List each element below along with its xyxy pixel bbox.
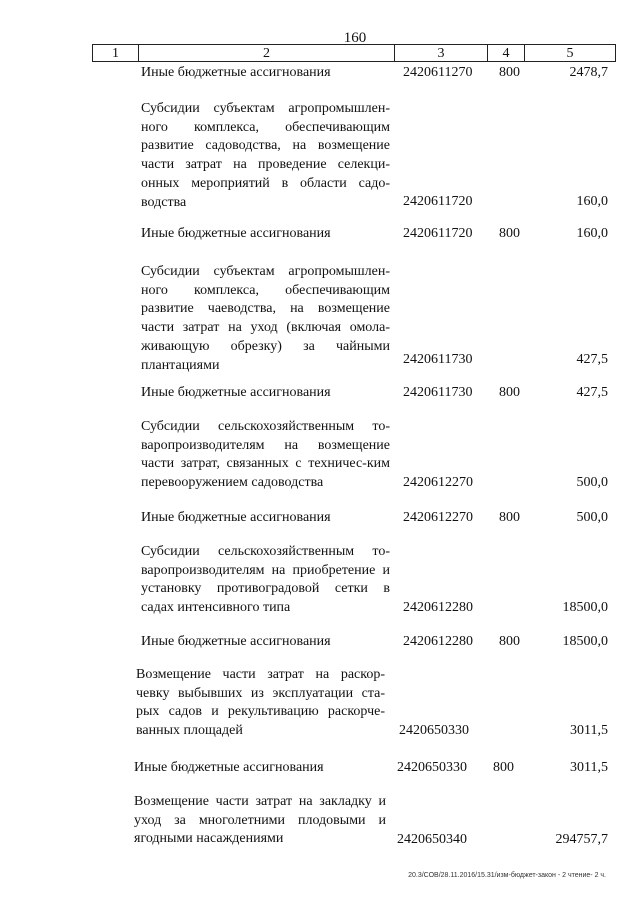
row-name: Субсидии субъектам агропромышлен-ного комплекса, обеспечивающим развитие садоводства, на возмещение части затрат на проведение селекци-онных мероприятий в области садо-водства [141, 101, 390, 210]
row-name: Субсидии субъектам агропромышлен-ного комплекса, обеспечивающим развитие чаеводства, на возмещение части затрат на уход (включая омола-живающую обрезку) за чайными плантациями [141, 264, 390, 373]
row-amount: 18500,0 [562, 634, 608, 649]
row-amount: 294757,7 [555, 832, 608, 847]
row-code: 2420611730 [403, 385, 473, 400]
row-code: 2420612280 [403, 634, 473, 649]
row-code: 2420650340 [397, 832, 467, 847]
row-amount: 3011,5 [570, 723, 608, 738]
row-name: Иные бюджетные ассигнования [141, 65, 331, 80]
row-code: 2420650330 [399, 723, 469, 738]
row-amount: 427,5 [576, 385, 608, 400]
footer-note: 20.3/СОВ/28.11.2016/15.31/изм-бюджет-закон - 2 чтение- 2 ч. [408, 872, 606, 879]
row-amount: 18500,0 [562, 600, 608, 615]
row-vr: 800 [499, 65, 520, 80]
row-name: Возмещение части затрат на раскор-чевку выбывших из эксплуатации ста-рых садов и рекультивацию раскорче-ванных площадей [136, 667, 385, 739]
row-name: Субсидии сельскохозяйственным то-варопроизводителям на возмещение части затрат, связанных с техничес-ким перевооружением садоводства [141, 419, 390, 491]
row-name: Иные бюджетные ассигнования [141, 385, 331, 400]
row-name: Возмещение части затрат на закладку и уход за многолетними плодовыми и ягодными насаждениями [134, 794, 386, 847]
header-col-5: 5 [566, 46, 574, 61]
row-amount: 160,0 [576, 194, 608, 209]
header-col-4: 4 [488, 45, 525, 61]
row-code: 2420612270 [403, 510, 473, 525]
row-name: Иные бюджетные ассигнования [134, 760, 324, 775]
table-header [92, 44, 616, 62]
row-code: 2420650330 [397, 760, 467, 775]
row-amount: 500,0 [576, 510, 608, 525]
row-name: Иные бюджетные ассигнования [141, 510, 331, 525]
header-col-1: 1 [93, 45, 139, 61]
row-vr: 800 [499, 385, 520, 400]
row-code: 2420611270 [403, 65, 473, 80]
row-code: 2420611730 [403, 352, 473, 367]
row-amount: 2478,7 [569, 65, 608, 80]
row-amount: 160,0 [576, 226, 608, 241]
row-amount: 427,5 [576, 352, 608, 367]
header-col-2: 2 [139, 45, 395, 61]
row-name: Субсидии сельскохозяйственным то-варопроизводителям на приобретение и установку противоградовой сетки в садах интенсивного типа [141, 544, 390, 616]
row-vr: 800 [499, 634, 520, 649]
row-vr: 800 [493, 760, 514, 775]
row-vr: 800 [499, 510, 520, 525]
page-number: 160 [343, 30, 367, 46]
row-code: 2420611720 [403, 194, 473, 209]
row-name: Иные бюджетные ассигнования [141, 634, 331, 649]
row-amount: 3011,5 [570, 760, 608, 775]
row-code: 2420612280 [403, 600, 473, 615]
row-code: 2420612270 [403, 475, 473, 490]
row-vr: 800 [499, 226, 520, 241]
row-name: Иные бюджетные ассигнования [141, 226, 331, 241]
row-amount: 500,0 [576, 475, 608, 490]
header-col-3: 3 [395, 45, 488, 61]
row-code: 2420611720 [403, 226, 473, 241]
